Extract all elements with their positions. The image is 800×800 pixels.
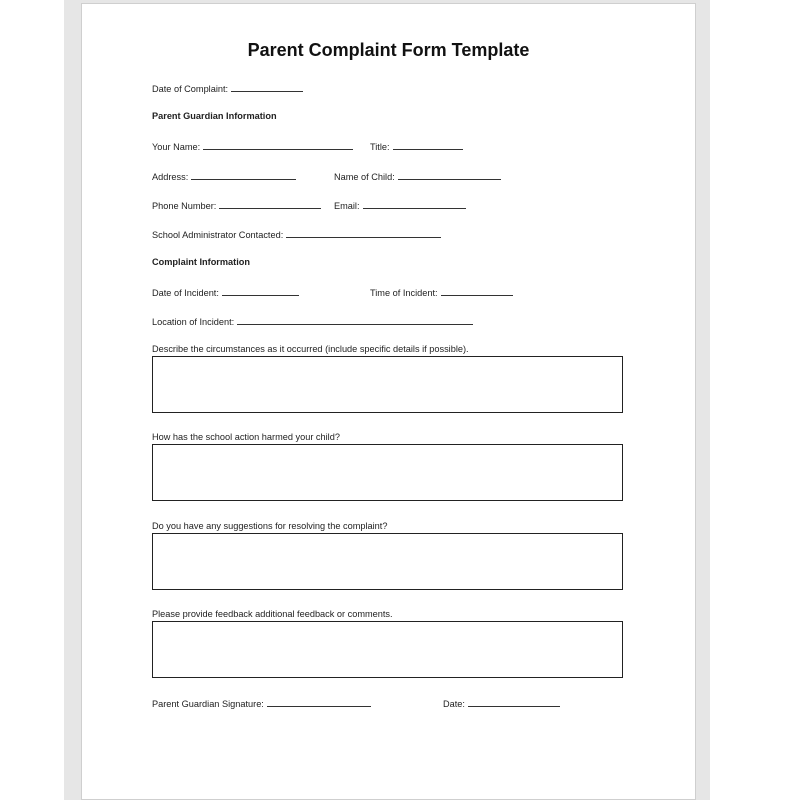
time-of-incident-field[interactable] [441,286,513,296]
address-field[interactable] [191,170,296,180]
location-of-incident-label: Location of Incident: [152,317,235,327]
date-of-complaint-row [152,82,303,94]
time-of-incident-row [370,286,513,298]
date-of-incident-field[interactable] [222,286,299,296]
title-row [370,140,463,152]
phone-number-row [152,199,321,211]
school-admin-field[interactable] [286,228,441,238]
date-of-incident-row [152,286,299,298]
phone-number-field[interactable] [219,199,321,209]
name-of-child-label: Name of Child: [334,172,395,182]
location-of-incident-field[interactable] [237,315,473,325]
address-label: Address: [152,172,189,182]
section-heading-complaint: Complaint Information [152,257,250,267]
date-field[interactable] [468,697,560,707]
harmed-answer-box[interactable] [152,444,623,501]
feedback-question: Please provide feedback additional feedback or comments. [152,609,393,619]
email-field[interactable] [363,199,466,209]
suggestions-answer-box[interactable] [152,533,623,590]
school-admin-label: School Administrator Contacted: [152,230,284,240]
page-title: Parent Complaint Form Template [247,40,530,60]
date-of-complaint-field[interactable] [231,82,303,92]
signature-field[interactable] [267,697,371,707]
date-of-incident-label: Date of Incident: [152,288,219,298]
email-label: Email: [334,201,360,211]
location-of-incident-row [152,315,473,327]
title-field[interactable] [393,140,463,150]
describe-question: Describe the circumstances as it occurred (include specific details if possible). [152,344,469,354]
your-name-row [152,140,353,152]
date-of-complaint-label: Date of Complaint: [152,84,229,94]
signature-label: Parent Guardian Signature: [152,699,264,709]
address-row [152,170,296,182]
document-page [81,3,696,800]
name-of-child-field[interactable] [398,170,501,180]
section-heading-guardian: Parent Guardian Information [152,111,277,121]
name-of-child-row [334,170,501,182]
email-row [334,199,466,211]
your-name-field[interactable] [203,140,353,150]
harmed-question: How has the school action harmed your child? [152,432,340,442]
signature-row [152,697,371,709]
date-row [443,697,560,709]
describe-answer-box[interactable] [152,356,623,413]
date-label: Date: [443,699,465,709]
title-label: Title: [370,142,390,152]
phone-number-label: Phone Number: [152,201,217,211]
time-of-incident-label: Time of Incident: [370,288,438,298]
feedback-answer-box[interactable] [152,621,623,678]
suggestions-question: Do you have any suggestions for resolving the complaint? [152,521,388,531]
your-name-label: Your Name: [152,142,201,152]
school-admin-row [152,228,441,240]
